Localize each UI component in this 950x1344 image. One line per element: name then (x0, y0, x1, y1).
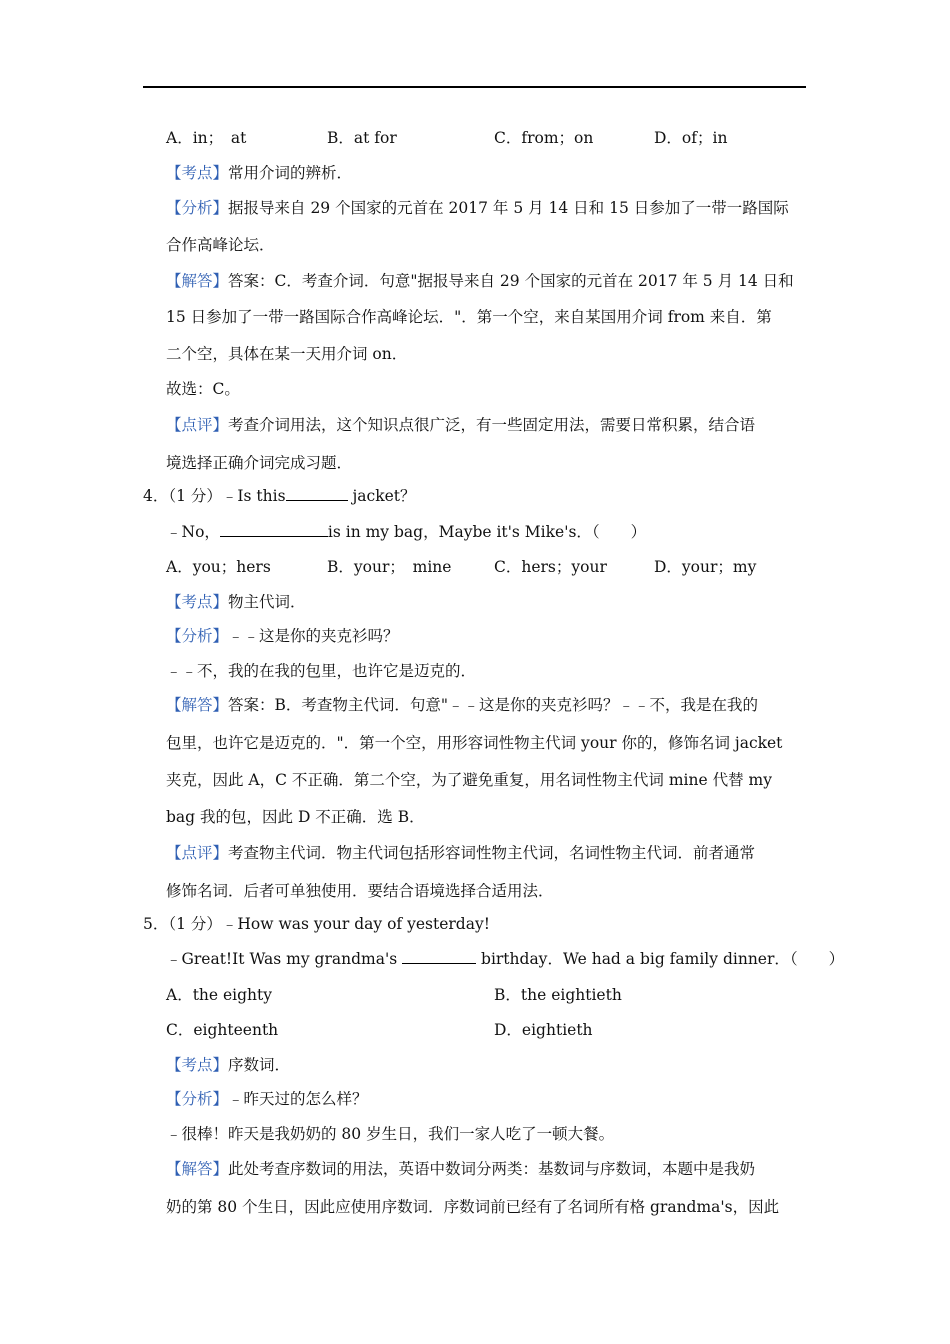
jieda-tag: 【解答】 (166, 1160, 229, 1178)
q3-option-a: A．in； at (166, 129, 247, 147)
dianping-tag: 【点评】 (166, 844, 229, 862)
q5-option-c: C．eighteenth (166, 1021, 279, 1039)
q3-jieda-line2: 15 日参加了一带一路国际合作高峰论坛．"．第一个空，来自某国用介词 from 来自．第 (166, 308, 772, 326)
blank-2 (220, 522, 328, 537)
fenxi-tag: 【分析】 (166, 1090, 229, 1108)
q3-fenxi-cont: 合作高峰论坛． (166, 236, 275, 254)
q3-option-c: C．from；on (494, 129, 594, 147)
question-number: 5． (143, 915, 169, 933)
q4-fenxi-cont: ﹣﹣不，我的在我的包里，也许它是迈克的． (166, 662, 477, 680)
q3-fenxi: 【分析】据报导来自 29 个国家的元首在 2017 年 5 月 14 日和 15 日参加了一带一路国际 (166, 199, 789, 217)
q3-dianping: 【点评】考查介词用法，这个知识点很广泛，有一些固定用法，需要日常积累，结合语 (166, 416, 756, 434)
q4-option-c: C．hers；your (494, 558, 607, 576)
q4-jieda-line2: 包里，也许它是迈克的．"．第一个空，用形容词性物主代词 your 你的，修饰名词 jacket (166, 734, 783, 752)
kaodian-tag: 【考点】 (166, 1056, 229, 1074)
q4-option-a: A．you；hers (166, 558, 271, 576)
q3-jieda-line3: 二个空，具体在某一天用介词 on． (166, 345, 408, 363)
q4-stem-line2: ﹣No， is in my bag，Maybe it's Mike's．（ ） (166, 523, 647, 541)
dianping-tag: 【点评】 (166, 416, 229, 434)
q5-jieda-line2: 奶的第 80 个生日，因此应使用序数词．序数词前已经有了名词所有格 grandma's，因此 (166, 1198, 780, 1216)
q3-dianping-cont: 境选择正确介词完成习题． (166, 454, 353, 472)
kaodian-tag: 【考点】 (166, 593, 229, 611)
q4-jieda: 【解答】答案：B．考查物主代词．句意"﹣﹣这是你的夹克衫吗？﹣﹣不，我是在我的 (166, 696, 759, 714)
kaodian-tag: 【考点】 (166, 164, 229, 182)
q3-jieda: 【解答】答案：C．考查介词．句意"据报导来自 29 个国家的元首在 2017 年 5 月 14 日和 (166, 272, 794, 290)
q3-option-b: B．at for (327, 129, 397, 147)
jieda-tag: 【解答】 (166, 272, 229, 290)
header-rule (143, 86, 806, 88)
q4-dianping-cont: 修饰名词．后者可单独使用．要结合语境选择合适用法． (166, 882, 554, 900)
q5-fenxi-cont: ﹣很棒！昨天是我奶奶的 80 岁生日，我们一家人吃了一顿大餐。 (166, 1125, 615, 1143)
q5-option-d: D．eightieth (494, 1021, 593, 1039)
q5-fenxi: 【分析】﹣昨天过的怎么样？ (166, 1090, 368, 1108)
blank-1 (402, 949, 476, 964)
jieda-tag: 【解答】 (166, 696, 229, 714)
q4-jieda-line4: bag 我的包，因此 D 不正确．选 B． (166, 808, 425, 826)
q5-option-a: A．the eighty (166, 986, 273, 1004)
q4-jieda-line3: 夹克，因此 A，C 不正确．第二个空，为了避免重复，用名词性物主代词 mine 代替 my (166, 771, 772, 789)
q4-fenxi: 【分析】﹣﹣这是你的夹克衫吗？ (166, 627, 399, 645)
q5-option-b: B．the eightieth (494, 986, 622, 1004)
q4-option-d: D．your；my (654, 558, 757, 576)
q4-kaodian: 【考点】物主代词． (166, 593, 306, 611)
q5-stem-line2: ﹣Great!It Was my grandma's birthday．We had a big family dinner．（ ） (166, 950, 845, 968)
q5-jieda: 【解答】此处考查序数词的用法，英语中数词分两类：基数词与序数词，本题中是我奶 (166, 1160, 756, 1178)
q3-kaodian: 【考点】常用介词的辨析． (166, 164, 353, 182)
q4-option-b: B．your； mine (327, 558, 452, 576)
blank-1 (286, 486, 348, 501)
fenxi-tag: 【分析】 (166, 199, 229, 217)
q5-kaodian: 【考点】序数词． (166, 1056, 291, 1074)
fenxi-tag: 【分析】 (166, 627, 229, 645)
question-number: 4． (143, 487, 169, 505)
q5-stem: 5．（1 分）﹣How was your day of yesterday! (143, 915, 490, 933)
q3-option-d: D．of；in (654, 129, 728, 147)
q4-stem: 4．（1 分）﹣Is this jacket？ (143, 487, 416, 505)
q3-jieda-line4: 故选：C。 (166, 380, 240, 398)
q4-dianping: 【点评】考查物主代词．物主代词包括形容词性物主代词，名词性物主代词．前者通常 (166, 844, 756, 862)
